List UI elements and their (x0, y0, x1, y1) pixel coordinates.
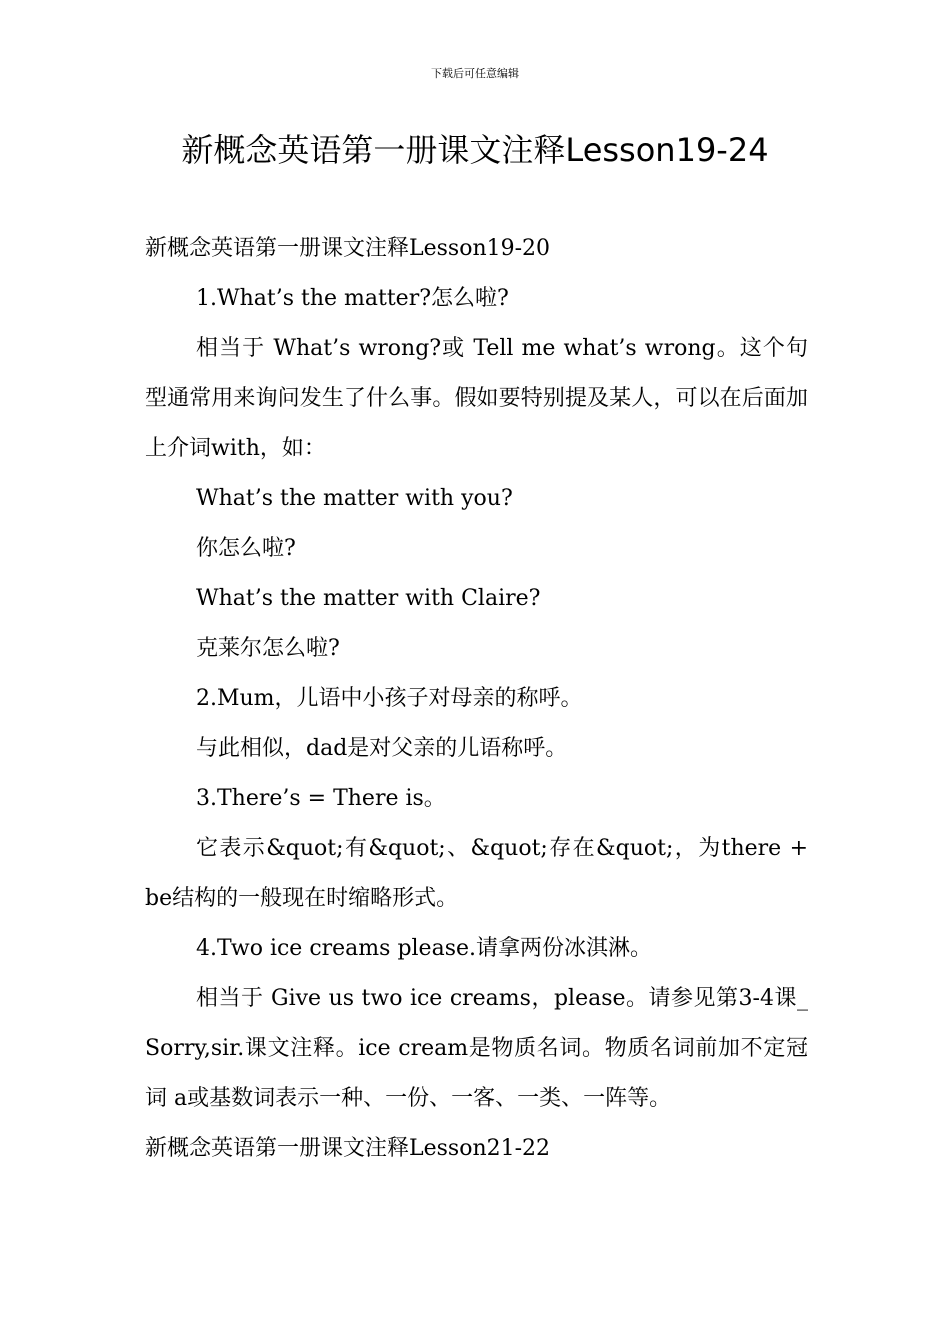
page-header-note: 下载后可任意编辑 (431, 67, 519, 80)
section-heading-lesson19-20: 新概念英语第一册课文注释Lesson19-20 (145, 236, 551, 261)
note-2-explanation: 与此相似，dad是对父亲的儿语称呼。 (196, 736, 568, 761)
note-4-explanation: 相当于 Give us two ice creams，please。请参见第3-4课_Sorry,sir.课文注释。ice cream是物质名词。物质名词前加不定冠词 a或基数词表示一种、一份、一客、一类、一阵等。 (145, 986, 808, 1111)
document-title: 新概念英语第一册课文注释Lesson19-24 (181, 131, 769, 169)
note-3-heading: 3.There’s = There is。 (196, 786, 446, 811)
note-1-heading: 1.What’s the matter?怎么啦? (196, 286, 509, 311)
note-2-heading: 2.Mum，儿语中小孩子对母亲的称呼。 (196, 686, 583, 711)
example-sentence: What’s the matter with you? (196, 486, 513, 511)
note-1-explanation: 相当于 What’s wrong?或 Tell me what’s wrong。这个句型通常用来询问发生了什么事。假如要特别提及某人，可以在后面加上介词with，如： (145, 336, 808, 461)
example-translation: 克莱尔怎么啦? (196, 636, 340, 661)
section-heading-lesson21-22: 新概念英语第一册课文注释Lesson21-22 (145, 1136, 551, 1161)
example-sentence: What’s the matter with Claire? (196, 586, 541, 611)
note-3-explanation: 它表示&quot;有&quot;、&quot;存在&quot;，为there + be结构的一般现在时缩略形式。 (145, 836, 808, 911)
example-translation: 你怎么啦? (196, 536, 296, 561)
note-4-heading: 4.Two ice creams please.请拿两份冰淇淋。 (196, 936, 652, 961)
document-body (145, 224, 808, 1174)
